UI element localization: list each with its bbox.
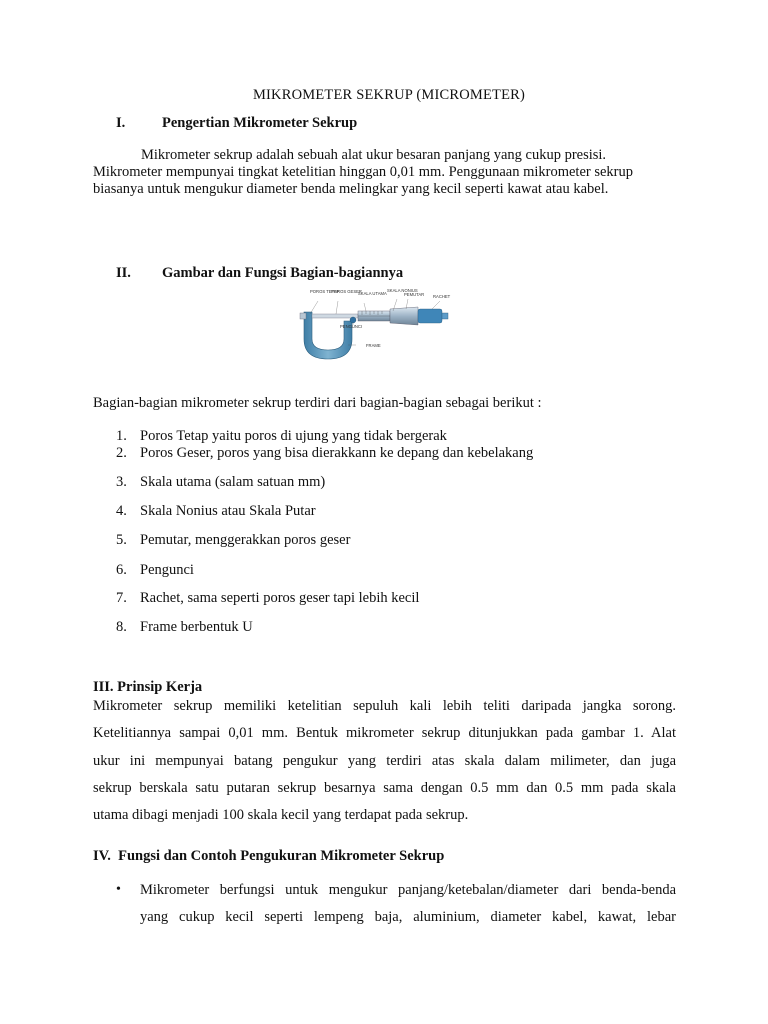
paragraph-line: Mikrometer sekrup memiliki ketelitian sepuluh kali lebih teliti daripada jangka sorong. (93, 698, 676, 714)
list-item-text: Poros Geser, poros yang bisa dierakkann ke depang dan kebelakang (140, 445, 534, 461)
ratchet-shape (418, 309, 442, 323)
paragraph-line: sekrup berskala satu putaran sekrup besarnya sama dengan 0.5 mm dan 0.5 mm pada skala (93, 779, 676, 796)
paragraph-line: ukur ini mempunyai batang pengukur yang terdiri atas skala dalam milimeter, dan juga (93, 752, 676, 769)
list-item (0, 562, 768, 580)
thimble-shape (390, 307, 418, 325)
list-item (0, 532, 768, 550)
micrometer-figure (296, 287, 456, 367)
section-1-paragraph: Mikrometer sekrup adalah sebuah alat ukur besaran panjang yang cukup presisi. Mikrometer mempunyai tingkat ketelitian hinggan 0,01 mm. Penggunaan mikrometer sekrup biasanya untuk mengukur diameter benda melingkar yang kecil seperti kawat atau kabel. (93, 147, 634, 197)
lock-knob (350, 317, 356, 323)
paragraph-line: yang cukup kecil seperti lempeng baja, aluminium, diameter kabel, kawat, lebar (140, 909, 676, 925)
label-poros-geser: POROS GESER (331, 289, 362, 294)
section-4-heading: IV. Fungsi dan Contoh Pengukuran Mikrometer Sekrup (93, 848, 445, 864)
list-item (0, 590, 768, 608)
parts-intro: Bagian-bagian mikrometer sekrup terdiri dari bagian-bagian sebagai berikut : (93, 395, 542, 411)
frame-shape (304, 312, 352, 359)
list-item-text: Skala utama (salam satuan mm) (140, 474, 326, 490)
list-item-text: Pengunci (140, 562, 194, 578)
section-2-heading: Gambar dan Fungsi Bagian-bagiannya (162, 265, 404, 281)
list-item (0, 445, 768, 463)
bullet-icon: • (116, 882, 121, 897)
list-item-text: Rachet, sama seperti poros geser tapi lebih kecil (140, 590, 420, 606)
document-title: MIKROMETER SEKRUP (MICROMETER) (252, 87, 526, 103)
paragraph-line: Ketelitiannya sampai 0,01 mm. Bentuk mikrometer sekrup ditunjukkan pada gambar 1. Alat (93, 725, 676, 742)
list-item-number: 4. (116, 503, 127, 519)
anvil-shape (300, 313, 306, 319)
label-skala-nonius: SKALA NONIUS (387, 288, 418, 293)
list-item-number: 1. (116, 428, 127, 444)
list-item-number: 3. (116, 474, 127, 490)
label-skala-utama: SKALA UTAMA (358, 291, 387, 296)
list-item (0, 428, 768, 446)
list-item-text: Frame berbentuk U (140, 619, 253, 635)
list-item-text: Skala Nonius atau Skala Putar (140, 503, 316, 519)
label-frame: FRAME (366, 343, 381, 348)
list-item-number: 2. (116, 445, 127, 461)
list-item-number: 7. (116, 590, 127, 606)
list-item (0, 619, 768, 637)
list-item (0, 503, 768, 521)
label-pemutar: PEMUTAR (404, 292, 425, 297)
label-rachet: RACHET (433, 294, 451, 299)
section-3-paragraph (93, 693, 676, 829)
label-poros-tetap: POROS TETAP (310, 289, 340, 294)
bullet-paragraph (140, 877, 676, 931)
list-item-number: 8. (116, 619, 127, 635)
list-item (0, 474, 768, 492)
section-3-heading: III. Prinsip Kerja (93, 679, 203, 695)
section-1-heading: Pengertian Mikrometer Sekrup (162, 115, 358, 131)
list-item-number: 6. (116, 562, 127, 578)
paragraph-line: Mikrometer berfungsi untuk mengukur panjang/ketebalan/diameter dari benda-benda (140, 882, 676, 898)
list-item-text: Pemutar, menggerakkan poros geser (140, 532, 351, 548)
list-item-number: 5. (116, 532, 127, 548)
list-item-text: Poros Tetap yaitu poros di ujung yang tidak bergerak (140, 428, 447, 444)
section-1-number: I. (116, 115, 126, 131)
section-2-number: II. (116, 265, 131, 281)
label-pengunci: PENGUNCI (340, 324, 363, 329)
spindle-shape (312, 314, 358, 318)
paragraph-line: utama dibagi menjadi 100 skala kecil yang terdapat pada sekrup. (93, 807, 469, 824)
